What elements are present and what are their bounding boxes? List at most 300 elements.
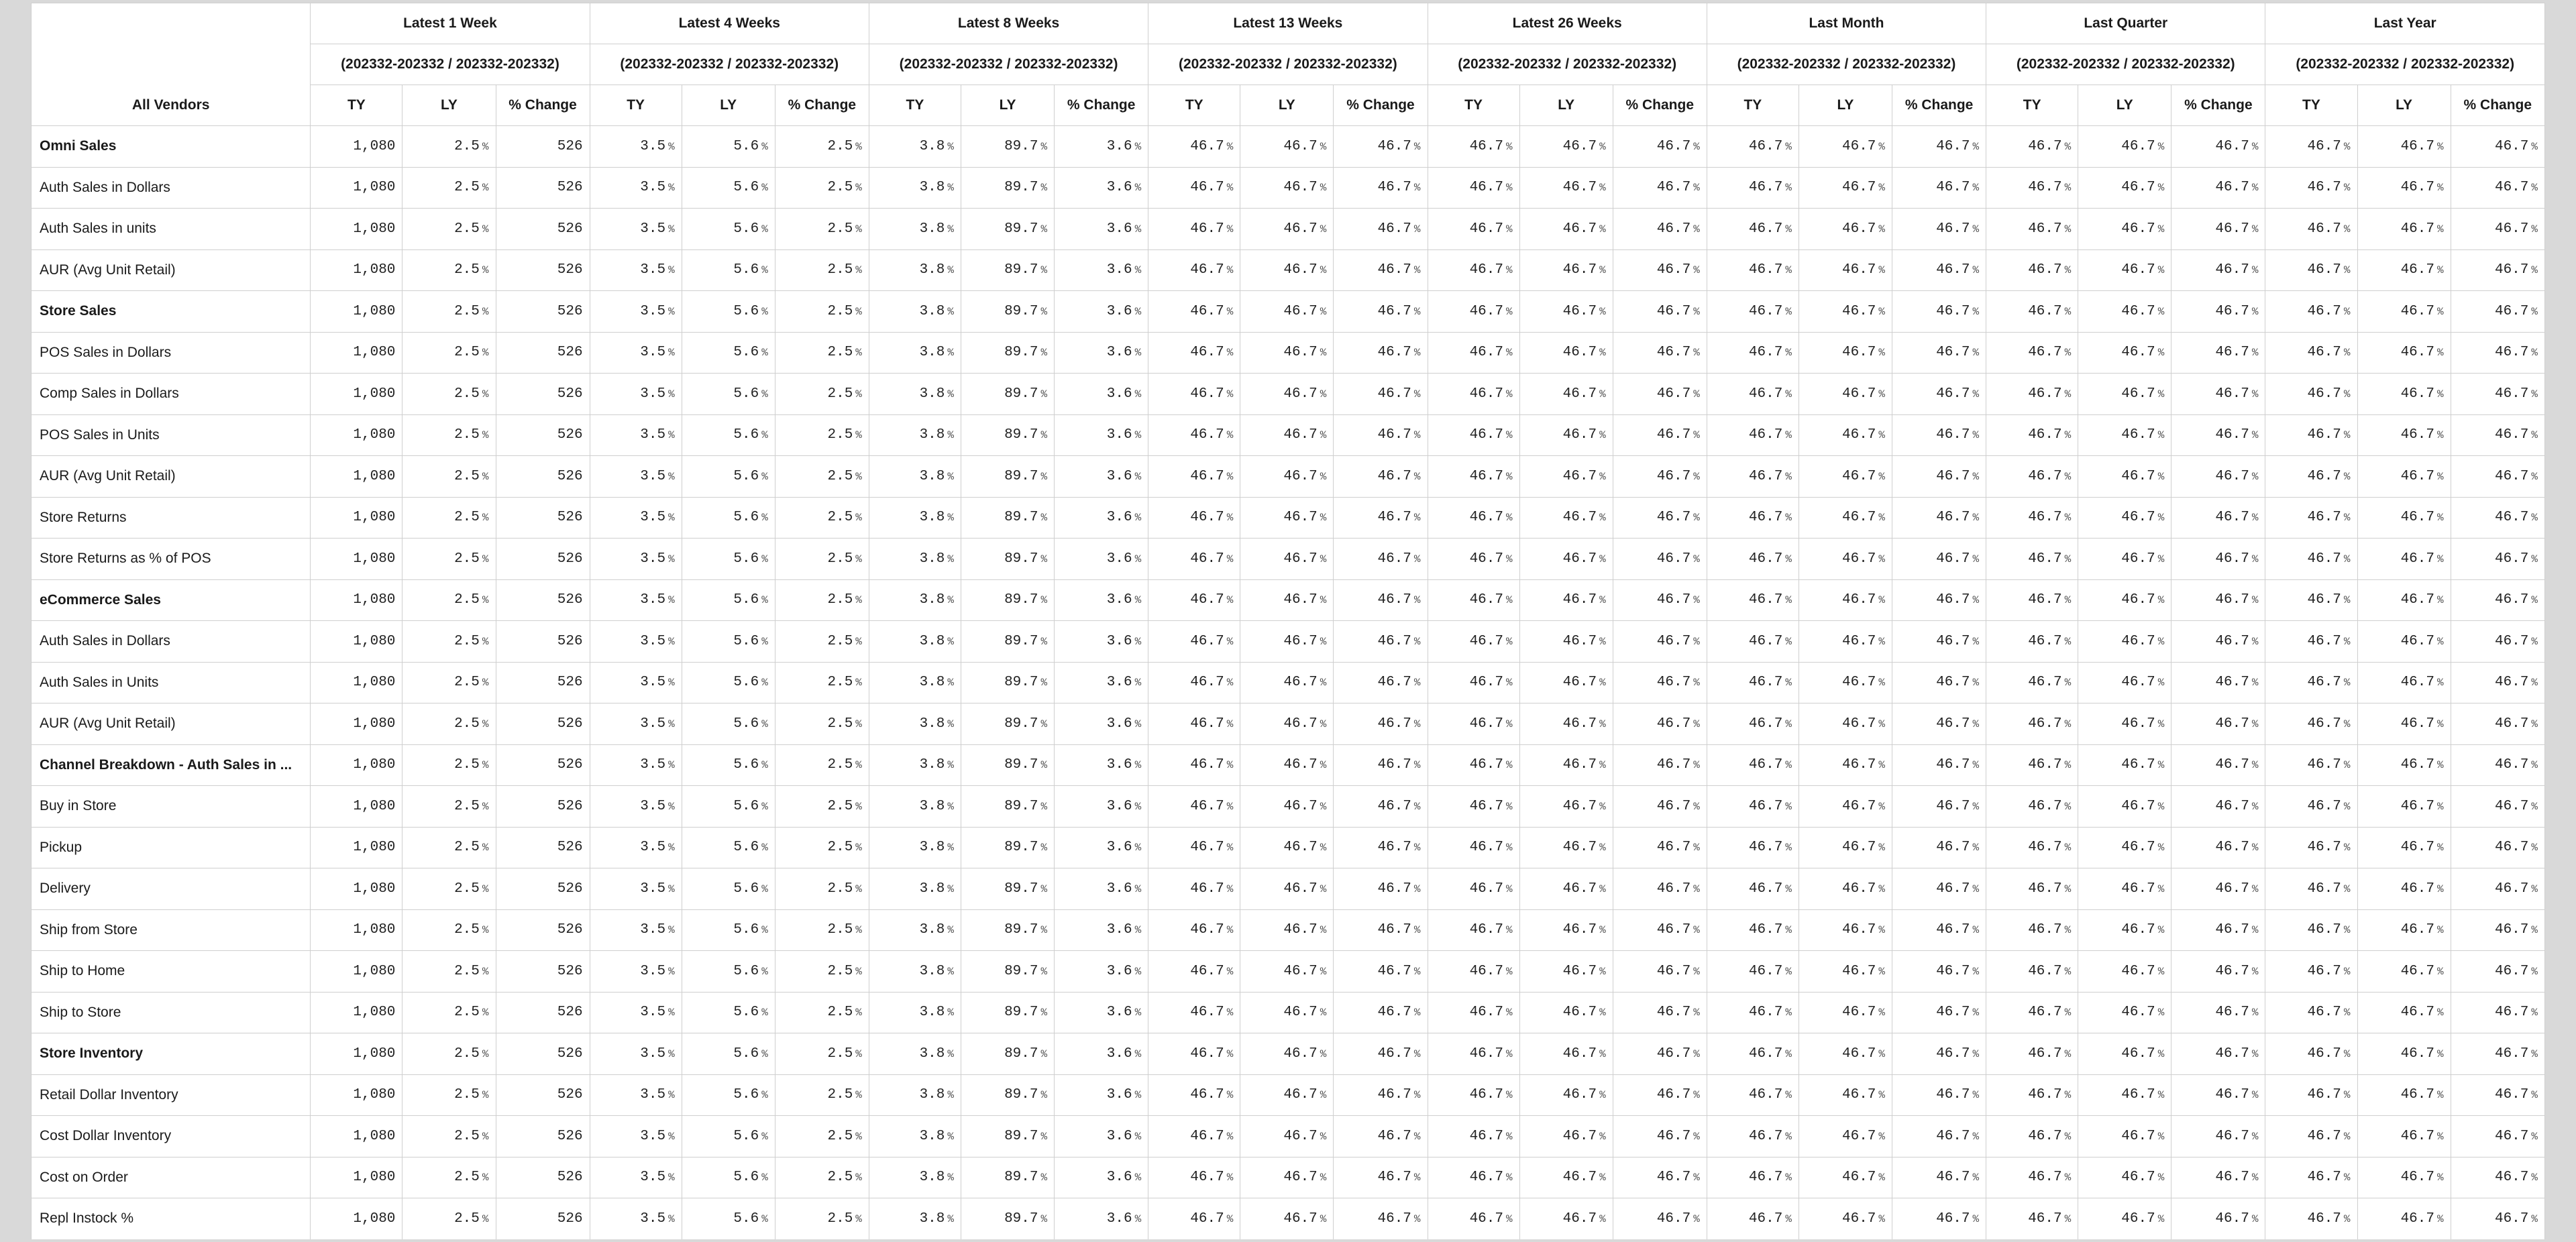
- table-row[interactable]: [32, 209, 2545, 250]
- data-cell[interactable]: [682, 414, 775, 456]
- data-cell[interactable]: [2078, 1116, 2171, 1158]
- data-cell[interactable]: [1055, 1157, 1148, 1198]
- data-cell[interactable]: [1055, 621, 1148, 663]
- data-cell[interactable]: [1428, 539, 1519, 580]
- data-cell[interactable]: [2451, 703, 2544, 745]
- column-header-ly[interactable]: LY: [682, 85, 775, 126]
- data-cell[interactable]: [1707, 126, 1799, 168]
- data-cell[interactable]: [1334, 662, 1428, 703]
- data-cell[interactable]: [1428, 167, 1519, 209]
- data-cell[interactable]: [682, 703, 775, 745]
- data-cell[interactable]: [775, 868, 869, 910]
- data-cell[interactable]: [1428, 332, 1519, 374]
- column-header-ty[interactable]: TY: [1986, 85, 2078, 126]
- data-cell[interactable]: [869, 744, 961, 786]
- data-cell[interactable]: [2357, 332, 2451, 374]
- data-cell[interactable]: [402, 992, 496, 1033]
- data-cell[interactable]: [496, 1116, 590, 1158]
- data-cell[interactable]: [1799, 621, 1892, 663]
- data-cell[interactable]: [1613, 744, 1707, 786]
- data-cell[interactable]: [1613, 621, 1707, 663]
- table-row[interactable]: [32, 786, 2545, 828]
- data-cell[interactable]: [682, 209, 775, 250]
- data-cell[interactable]: [1799, 167, 1892, 209]
- data-cell[interactable]: [311, 662, 402, 703]
- data-cell[interactable]: [590, 456, 682, 498]
- data-cell[interactable]: [775, 249, 869, 291]
- table-row[interactable]: [32, 1198, 2545, 1240]
- data-cell[interactable]: [2171, 167, 2265, 209]
- data-cell[interactable]: [1799, 951, 1892, 993]
- data-cell[interactable]: [1428, 909, 1519, 951]
- data-cell[interactable]: [1240, 992, 1334, 1033]
- data-cell[interactable]: [1334, 992, 1428, 1033]
- data-cell[interactable]: [590, 909, 682, 951]
- data-cell[interactable]: [590, 1074, 682, 1116]
- data-cell[interactable]: [775, 579, 869, 621]
- data-cell[interactable]: [1240, 539, 1334, 580]
- data-cell[interactable]: [590, 291, 682, 333]
- data-cell[interactable]: [2078, 167, 2171, 209]
- table-row[interactable]: [32, 909, 2545, 951]
- data-cell[interactable]: [1428, 951, 1519, 993]
- data-cell[interactable]: [1148, 579, 1240, 621]
- column-header-ly[interactable]: LY: [2357, 85, 2451, 126]
- data-cell[interactable]: [2451, 291, 2544, 333]
- data-cell[interactable]: [1334, 374, 1428, 415]
- data-cell[interactable]: [1148, 662, 1240, 703]
- data-cell[interactable]: [2357, 414, 2451, 456]
- data-cell[interactable]: [961, 786, 1055, 828]
- data-cell[interactable]: [1334, 249, 1428, 291]
- data-cell[interactable]: [311, 868, 402, 910]
- data-cell[interactable]: [2171, 951, 2265, 993]
- data-cell[interactable]: [2171, 497, 2265, 539]
- data-cell[interactable]: [311, 332, 402, 374]
- data-cell[interactable]: [2265, 1198, 2357, 1240]
- data-cell[interactable]: [1148, 703, 1240, 745]
- data-cell[interactable]: [311, 992, 402, 1033]
- data-cell[interactable]: [1334, 786, 1428, 828]
- data-cell[interactable]: [869, 992, 961, 1033]
- data-cell[interactable]: [1986, 249, 2078, 291]
- data-cell[interactable]: [2171, 1033, 2265, 1075]
- data-cell[interactable]: [311, 579, 402, 621]
- period-header[interactable]: Latest 26 Weeks: [1428, 3, 1707, 44]
- data-cell[interactable]: [682, 126, 775, 168]
- data-cell[interactable]: [2171, 1157, 2265, 1198]
- data-cell[interactable]: [590, 539, 682, 580]
- data-cell[interactable]: [869, 167, 961, 209]
- data-cell[interactable]: [1240, 1074, 1334, 1116]
- data-cell[interactable]: [1707, 703, 1799, 745]
- data-cell[interactable]: [869, 1074, 961, 1116]
- data-cell[interactable]: [961, 909, 1055, 951]
- data-cell[interactable]: [682, 291, 775, 333]
- data-cell[interactable]: [961, 992, 1055, 1033]
- data-cell[interactable]: [496, 167, 590, 209]
- data-cell[interactable]: [2357, 1198, 2451, 1240]
- data-cell[interactable]: [1148, 827, 1240, 868]
- data-cell[interactable]: [1148, 1116, 1240, 1158]
- data-cell[interactable]: [682, 332, 775, 374]
- data-cell[interactable]: [590, 1033, 682, 1075]
- data-cell[interactable]: [1055, 332, 1148, 374]
- data-cell[interactable]: [2265, 539, 2357, 580]
- data-cell[interactable]: [775, 662, 869, 703]
- data-cell[interactable]: [2265, 1074, 2357, 1116]
- data-cell[interactable]: [2078, 579, 2171, 621]
- period-header[interactable]: Latest 13 Weeks: [1148, 3, 1428, 44]
- data-cell[interactable]: [2265, 249, 2357, 291]
- data-cell[interactable]: [1707, 291, 1799, 333]
- data-cell[interactable]: [1707, 539, 1799, 580]
- data-cell[interactable]: [2078, 332, 2171, 374]
- data-cell[interactable]: [1799, 1033, 1892, 1075]
- data-cell[interactable]: [2451, 209, 2544, 250]
- column-header-ly[interactable]: LY: [1799, 85, 1892, 126]
- data-cell[interactable]: [496, 497, 590, 539]
- data-cell[interactable]: [1428, 374, 1519, 415]
- data-cell[interactable]: [1986, 992, 2078, 1033]
- data-cell[interactable]: [2451, 1033, 2544, 1075]
- table-row[interactable]: [32, 827, 2545, 868]
- data-cell[interactable]: [1799, 827, 1892, 868]
- data-cell[interactable]: [311, 909, 402, 951]
- data-cell[interactable]: [775, 827, 869, 868]
- data-cell[interactable]: [1799, 1198, 1892, 1240]
- period-header[interactable]: Latest 1 Week: [311, 3, 590, 44]
- data-cell[interactable]: [1428, 291, 1519, 333]
- data-cell[interactable]: [402, 662, 496, 703]
- data-cell[interactable]: [2357, 744, 2451, 786]
- data-cell[interactable]: [961, 662, 1055, 703]
- table-row[interactable]: [32, 744, 2545, 786]
- data-cell[interactable]: [311, 209, 402, 250]
- column-header-ly[interactable]: LY: [961, 85, 1055, 126]
- data-cell[interactable]: [1799, 992, 1892, 1033]
- data-cell[interactable]: [1240, 209, 1334, 250]
- data-cell[interactable]: [1055, 539, 1148, 580]
- column-header-pct-change[interactable]: % Change: [496, 85, 590, 126]
- data-cell[interactable]: [869, 539, 961, 580]
- data-cell[interactable]: [1707, 456, 1799, 498]
- data-cell[interactable]: [2357, 249, 2451, 291]
- data-cell[interactable]: [1892, 579, 1986, 621]
- data-cell[interactable]: [2451, 827, 2544, 868]
- data-cell[interactable]: [869, 414, 961, 456]
- data-cell[interactable]: [1240, 332, 1334, 374]
- data-cell[interactable]: [1055, 1033, 1148, 1075]
- data-cell[interactable]: [1428, 992, 1519, 1033]
- data-cell[interactable]: [1055, 167, 1148, 209]
- data-cell[interactable]: [682, 167, 775, 209]
- data-cell[interactable]: [496, 332, 590, 374]
- data-cell[interactable]: [1334, 209, 1428, 250]
- data-cell[interactable]: [2357, 497, 2451, 539]
- data-cell[interactable]: [1240, 744, 1334, 786]
- data-cell[interactable]: [961, 374, 1055, 415]
- data-cell[interactable]: [402, 579, 496, 621]
- data-cell[interactable]: [775, 703, 869, 745]
- data-cell[interactable]: [1707, 909, 1799, 951]
- data-cell[interactable]: [2078, 249, 2171, 291]
- data-cell[interactable]: [1519, 456, 1613, 498]
- data-cell[interactable]: [1986, 744, 2078, 786]
- data-cell[interactable]: [1240, 579, 1334, 621]
- data-cell[interactable]: [1986, 332, 2078, 374]
- data-cell[interactable]: [775, 456, 869, 498]
- data-cell[interactable]: [775, 414, 869, 456]
- column-header-ty[interactable]: TY: [1707, 85, 1799, 126]
- data-cell[interactable]: [311, 291, 402, 333]
- data-cell[interactable]: [1055, 786, 1148, 828]
- data-cell[interactable]: [1428, 1198, 1519, 1240]
- data-cell[interactable]: [1613, 1116, 1707, 1158]
- table-row[interactable]: [32, 374, 2545, 415]
- data-cell[interactable]: [1519, 662, 1613, 703]
- data-cell[interactable]: [1428, 662, 1519, 703]
- data-cell[interactable]: [1707, 1157, 1799, 1198]
- data-cell[interactable]: [869, 497, 961, 539]
- data-cell[interactable]: [1334, 1198, 1428, 1240]
- data-cell[interactable]: [961, 1157, 1055, 1198]
- data-cell[interactable]: [1334, 703, 1428, 745]
- data-cell[interactable]: [1986, 868, 2078, 910]
- data-cell[interactable]: [1799, 1074, 1892, 1116]
- data-cell[interactable]: [1986, 909, 2078, 951]
- data-cell[interactable]: [1428, 1033, 1519, 1075]
- data-cell[interactable]: [1240, 167, 1334, 209]
- data-cell[interactable]: [1707, 249, 1799, 291]
- data-cell[interactable]: [1519, 374, 1613, 415]
- data-cell[interactable]: [682, 1116, 775, 1158]
- data-cell[interactable]: [402, 1033, 496, 1075]
- data-cell[interactable]: [1707, 209, 1799, 250]
- data-cell[interactable]: [2451, 1074, 2544, 1116]
- data-cell[interactable]: [496, 1033, 590, 1075]
- data-cell[interactable]: [775, 1157, 869, 1198]
- data-cell[interactable]: [1148, 744, 1240, 786]
- data-cell[interactable]: [1799, 291, 1892, 333]
- data-cell[interactable]: [1334, 332, 1428, 374]
- data-cell[interactable]: [590, 1116, 682, 1158]
- data-cell[interactable]: [1334, 1157, 1428, 1198]
- data-cell[interactable]: [869, 868, 961, 910]
- column-header-ly[interactable]: LY: [402, 85, 496, 126]
- data-cell[interactable]: [590, 374, 682, 415]
- data-cell[interactable]: [1240, 909, 1334, 951]
- data-cell[interactable]: [1148, 621, 1240, 663]
- data-cell[interactable]: [1519, 167, 1613, 209]
- data-cell[interactable]: [2357, 992, 2451, 1033]
- data-cell[interactable]: [1519, 992, 1613, 1033]
- data-cell[interactable]: [1519, 1033, 1613, 1075]
- data-cell[interactable]: [2451, 951, 2544, 993]
- data-cell[interactable]: [2357, 374, 2451, 415]
- data-cell[interactable]: [775, 786, 869, 828]
- data-cell[interactable]: [311, 539, 402, 580]
- data-cell[interactable]: [1986, 209, 2078, 250]
- column-header-ty[interactable]: TY: [2265, 85, 2357, 126]
- data-cell[interactable]: [1613, 456, 1707, 498]
- data-cell[interactable]: [402, 126, 496, 168]
- data-cell[interactable]: [1240, 374, 1334, 415]
- data-cell[interactable]: [1707, 497, 1799, 539]
- data-cell[interactable]: [1148, 1157, 1240, 1198]
- data-cell[interactable]: [2357, 1116, 2451, 1158]
- data-cell[interactable]: [496, 1198, 590, 1240]
- data-cell[interactable]: [1055, 126, 1148, 168]
- data-cell[interactable]: [2265, 579, 2357, 621]
- data-cell[interactable]: [496, 456, 590, 498]
- data-cell[interactable]: [2265, 992, 2357, 1033]
- data-cell[interactable]: [1519, 1157, 1613, 1198]
- data-cell[interactable]: [1240, 497, 1334, 539]
- data-cell[interactable]: [2265, 1033, 2357, 1075]
- data-cell[interactable]: [2265, 868, 2357, 910]
- data-cell[interactable]: [961, 249, 1055, 291]
- data-cell[interactable]: [1799, 497, 1892, 539]
- data-cell[interactable]: [2078, 539, 2171, 580]
- data-cell[interactable]: [869, 374, 961, 415]
- data-cell[interactable]: [590, 497, 682, 539]
- column-header-pct-change[interactable]: % Change: [775, 85, 869, 126]
- data-cell[interactable]: [402, 249, 496, 291]
- data-cell[interactable]: [1334, 951, 1428, 993]
- data-cell[interactable]: [2078, 662, 2171, 703]
- data-cell[interactable]: [2451, 662, 2544, 703]
- data-cell[interactable]: [1892, 909, 1986, 951]
- data-cell[interactable]: [2171, 1116, 2265, 1158]
- data-cell[interactable]: [1240, 621, 1334, 663]
- column-header-pct-change[interactable]: % Change: [1613, 85, 1707, 126]
- table-row[interactable]: [32, 539, 2545, 580]
- data-cell[interactable]: [961, 414, 1055, 456]
- data-cell[interactable]: [311, 1074, 402, 1116]
- data-cell[interactable]: [311, 1033, 402, 1075]
- data-cell[interactable]: [1986, 1116, 2078, 1158]
- data-cell[interactable]: [1613, 662, 1707, 703]
- data-cell[interactable]: [2451, 909, 2544, 951]
- table-row[interactable]: [32, 703, 2545, 745]
- data-cell[interactable]: [1707, 992, 1799, 1033]
- data-cell[interactable]: [311, 167, 402, 209]
- data-cell[interactable]: [1799, 332, 1892, 374]
- column-header-ly[interactable]: LY: [2078, 85, 2171, 126]
- data-cell[interactable]: [1055, 992, 1148, 1033]
- data-cell[interactable]: [869, 703, 961, 745]
- data-cell[interactable]: [1334, 1116, 1428, 1158]
- data-cell[interactable]: [1892, 497, 1986, 539]
- data-cell[interactable]: [682, 909, 775, 951]
- data-cell[interactable]: [1428, 621, 1519, 663]
- data-cell[interactable]: [869, 1198, 961, 1240]
- data-cell[interactable]: [2451, 374, 2544, 415]
- table-row[interactable]: [32, 414, 2545, 456]
- data-cell[interactable]: [1799, 786, 1892, 828]
- data-cell[interactable]: [590, 249, 682, 291]
- table-row[interactable]: [32, 167, 2545, 209]
- data-cell[interactable]: [1148, 909, 1240, 951]
- data-cell[interactable]: [1613, 868, 1707, 910]
- data-cell[interactable]: [2265, 126, 2357, 168]
- data-cell[interactable]: [1519, 209, 1613, 250]
- data-cell[interactable]: [590, 662, 682, 703]
- data-cell[interactable]: [1148, 497, 1240, 539]
- data-cell[interactable]: [2451, 249, 2544, 291]
- data-cell[interactable]: [1707, 662, 1799, 703]
- data-cell[interactable]: [1148, 951, 1240, 993]
- data-cell[interactable]: [1892, 414, 1986, 456]
- data-cell[interactable]: [2265, 1116, 2357, 1158]
- data-cell[interactable]: [496, 249, 590, 291]
- data-cell[interactable]: [1519, 497, 1613, 539]
- data-cell[interactable]: [311, 249, 402, 291]
- data-cell[interactable]: [2078, 126, 2171, 168]
- data-cell[interactable]: [682, 249, 775, 291]
- data-cell[interactable]: [2171, 374, 2265, 415]
- data-cell[interactable]: [2265, 662, 2357, 703]
- period-header[interactable]: Last Quarter: [1986, 3, 2265, 44]
- data-cell[interactable]: [1613, 332, 1707, 374]
- data-cell[interactable]: [1240, 126, 1334, 168]
- data-cell[interactable]: [961, 621, 1055, 663]
- data-cell[interactable]: [1148, 167, 1240, 209]
- data-cell[interactable]: [2171, 786, 2265, 828]
- data-cell[interactable]: [2451, 579, 2544, 621]
- data-cell[interactable]: [1986, 167, 2078, 209]
- data-cell[interactable]: [1799, 703, 1892, 745]
- data-cell[interactable]: [2357, 703, 2451, 745]
- data-cell[interactable]: [2171, 249, 2265, 291]
- data-cell[interactable]: [775, 1116, 869, 1158]
- data-cell[interactable]: [961, 827, 1055, 868]
- data-cell[interactable]: [1428, 1074, 1519, 1116]
- data-cell[interactable]: [1799, 456, 1892, 498]
- data-cell[interactable]: [1428, 579, 1519, 621]
- data-cell[interactable]: [775, 167, 869, 209]
- data-cell[interactable]: [402, 703, 496, 745]
- data-cell[interactable]: [402, 827, 496, 868]
- column-header-pct-change[interactable]: % Change: [2171, 85, 2265, 126]
- data-cell[interactable]: [1334, 1033, 1428, 1075]
- table-row[interactable]: [32, 1033, 2545, 1075]
- data-cell[interactable]: [590, 703, 682, 745]
- data-cell[interactable]: [1613, 703, 1707, 745]
- data-cell[interactable]: [1055, 291, 1148, 333]
- table-row[interactable]: [32, 291, 2545, 333]
- data-cell[interactable]: [1986, 374, 2078, 415]
- data-cell[interactable]: [1428, 827, 1519, 868]
- data-cell[interactable]: [2265, 1157, 2357, 1198]
- data-cell[interactable]: [1148, 374, 1240, 415]
- data-cell[interactable]: [775, 1198, 869, 1240]
- data-cell[interactable]: [961, 456, 1055, 498]
- data-cell[interactable]: [311, 497, 402, 539]
- data-cell[interactable]: [775, 744, 869, 786]
- data-cell[interactable]: [1986, 291, 2078, 333]
- data-cell[interactable]: [1707, 579, 1799, 621]
- data-cell[interactable]: [496, 786, 590, 828]
- data-cell[interactable]: [496, 1157, 590, 1198]
- data-cell[interactable]: [2265, 374, 2357, 415]
- data-cell[interactable]: [496, 827, 590, 868]
- data-cell[interactable]: [1055, 209, 1148, 250]
- data-cell[interactable]: [1707, 827, 1799, 868]
- data-cell[interactable]: [2265, 456, 2357, 498]
- data-cell[interactable]: [2357, 621, 2451, 663]
